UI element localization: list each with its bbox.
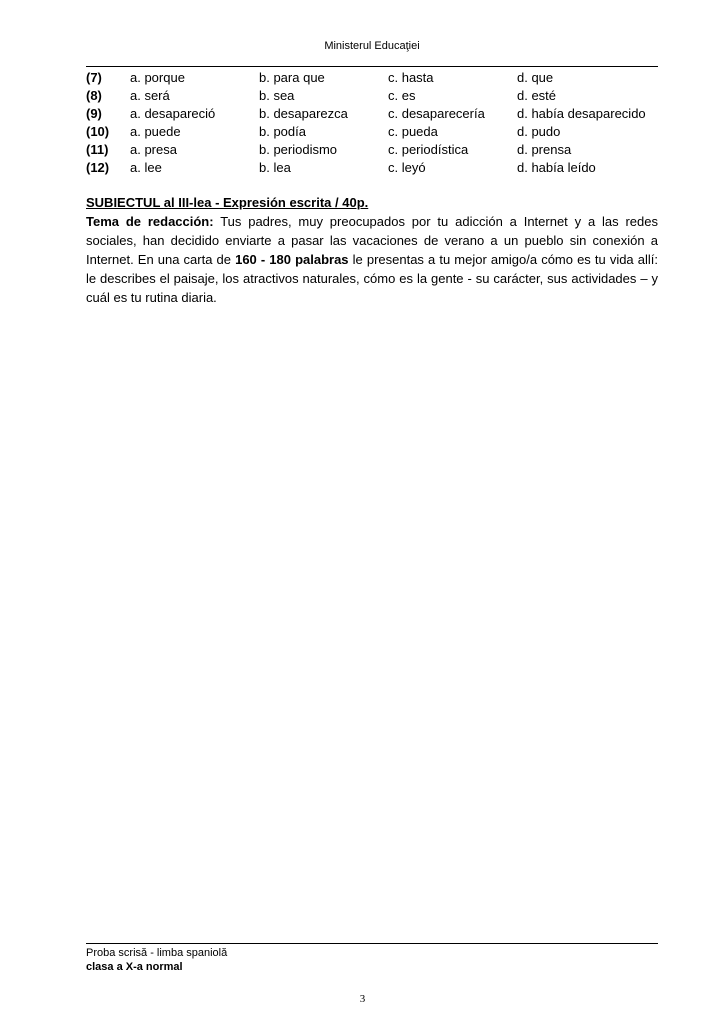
page-number: 3: [359, 993, 366, 1005]
answer-row: [86, 69, 658, 87]
option-c: c. desaparecería: [388, 106, 485, 121]
option-b: b. desaparezca: [259, 106, 348, 121]
word-count: 160 - 180 palabras: [235, 252, 349, 267]
option-c: c. leyó: [388, 160, 426, 175]
item-number: (8): [86, 88, 102, 103]
option-a: a. puede: [130, 124, 181, 139]
answer-row: [86, 159, 658, 177]
prompt-label: Tema de redacción:: [86, 214, 214, 229]
section-title: SUBIECTUL al III-lea - Expresión escrita / 40p.: [86, 195, 369, 210]
option-b: b. podía: [259, 124, 306, 139]
option-d: d. prensa: [517, 142, 572, 157]
answer-row: [86, 105, 658, 123]
option-c: c. hasta: [388, 70, 434, 85]
option-c: c. pueda: [388, 124, 438, 139]
option-a: a. será: [130, 88, 170, 103]
option-b: b. para que: [259, 70, 325, 85]
footer-divider: [86, 943, 658, 944]
option-b: b. lea: [259, 160, 291, 175]
answer-row: [86, 123, 658, 141]
answer-row: [86, 141, 658, 159]
item-number: (7): [86, 70, 102, 85]
prompt-text-2: le presentas a tu mejor amigo/a cómo es tu vida allí: le describes el paisaje, los atractivos naturales, cómo es la gente - su carácter, sus actividades – y cuál es tu rutina diaria.: [86, 252, 658, 305]
option-d: d. había leído: [517, 160, 596, 175]
option-b: b. periodismo: [259, 142, 338, 157]
header-divider: [86, 66, 658, 67]
item-number: (12): [86, 160, 110, 175]
footer-class: clasa a X-a normal: [86, 961, 183, 973]
option-c: c. periodística: [388, 142, 469, 157]
item-number: (11): [86, 142, 109, 157]
option-d: d. pudo: [517, 124, 561, 139]
page-header: Ministerul Educaţiei: [324, 40, 420, 52]
option-b: b. sea: [259, 88, 295, 103]
option-a: a. desapareció: [130, 106, 216, 121]
item-number: (9): [86, 106, 102, 121]
option-a: a. porque: [130, 70, 185, 85]
answer-options-table: [86, 69, 658, 177]
option-d: d. que: [517, 70, 554, 85]
answer-row: [86, 87, 658, 105]
footer-exam-name: Proba scrisă - limba spaniolă: [86, 947, 228, 959]
writing-section: [86, 193, 658, 307]
option-c: c. es: [388, 88, 416, 103]
item-number: (10): [86, 124, 110, 139]
option-d: d. había desaparecido: [517, 106, 646, 121]
writing-prompt: [86, 212, 658, 307]
page-footer: [86, 946, 227, 974]
option-d: d. esté: [517, 88, 557, 103]
option-a: a. presa: [130, 142, 177, 157]
prompt-text-1: Tus padres, muy preocupados por tu adicción a Internet y a las redes sociales, han decidido enviarte a pasar las vacaciones de verano a un pueblo sin conexión a Internet. En una carta de: [86, 214, 658, 267]
option-a: a. lee: [130, 160, 162, 175]
